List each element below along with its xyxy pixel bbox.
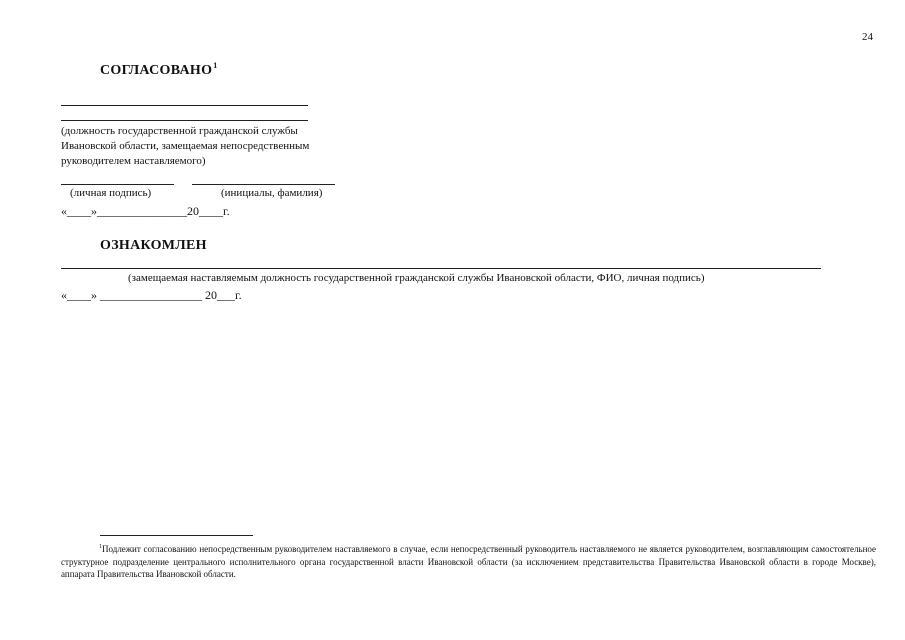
footnote xyxy=(61,541,876,581)
footnote-mark: 1 xyxy=(99,544,102,550)
position-caption-line: (должность государственной гражданской службы xyxy=(61,125,298,137)
agreed-title: СОГЛАСОВАНО xyxy=(100,63,213,78)
footnote-paragraph xyxy=(61,541,876,581)
signature-caption: (личная подпись) xyxy=(70,187,152,199)
page-number: 24 xyxy=(862,31,873,43)
footnote-reference: 1 xyxy=(213,61,218,70)
agreed-date-line: «____»_______________20____г. xyxy=(61,204,230,218)
footnote-separator xyxy=(100,535,253,536)
position-caption-line: Ивановской области, замещаемая непосредственным xyxy=(61,140,310,152)
position-caption-line: руководителем наставляемого) xyxy=(61,155,206,167)
position-line-2 xyxy=(61,120,308,121)
footnote-text: Подлежит согласованию непосредственным руководителем наставляемого в случае, если непосредственный руководитель наставляемого не является руководителем, возглавляющим самостоятельное структурное подразделение центрального исполнительного органа государственной власти Ивановской области (за исключением представительства Правительства Ивановской области в городе Москве), аппарата Правительства Ивановской области. xyxy=(61,544,876,579)
name-line xyxy=(192,184,335,185)
acquainted-line xyxy=(61,268,821,269)
acquainted-caption: (замещаемая наставляемым должность государственной гражданской службы Ивановской области, ФИО, личная подпись) xyxy=(128,272,705,284)
name-caption: (инициалы, фамилия) xyxy=(221,187,323,199)
acquainted-title: ОЗНАКОМЛЕН xyxy=(100,238,207,253)
acquainted-date-line: «____» _________________ 20___г. xyxy=(61,288,242,302)
position-line-1 xyxy=(61,105,308,106)
signature-line xyxy=(61,184,174,185)
position-caption xyxy=(61,124,309,169)
agreed-heading xyxy=(100,61,218,79)
